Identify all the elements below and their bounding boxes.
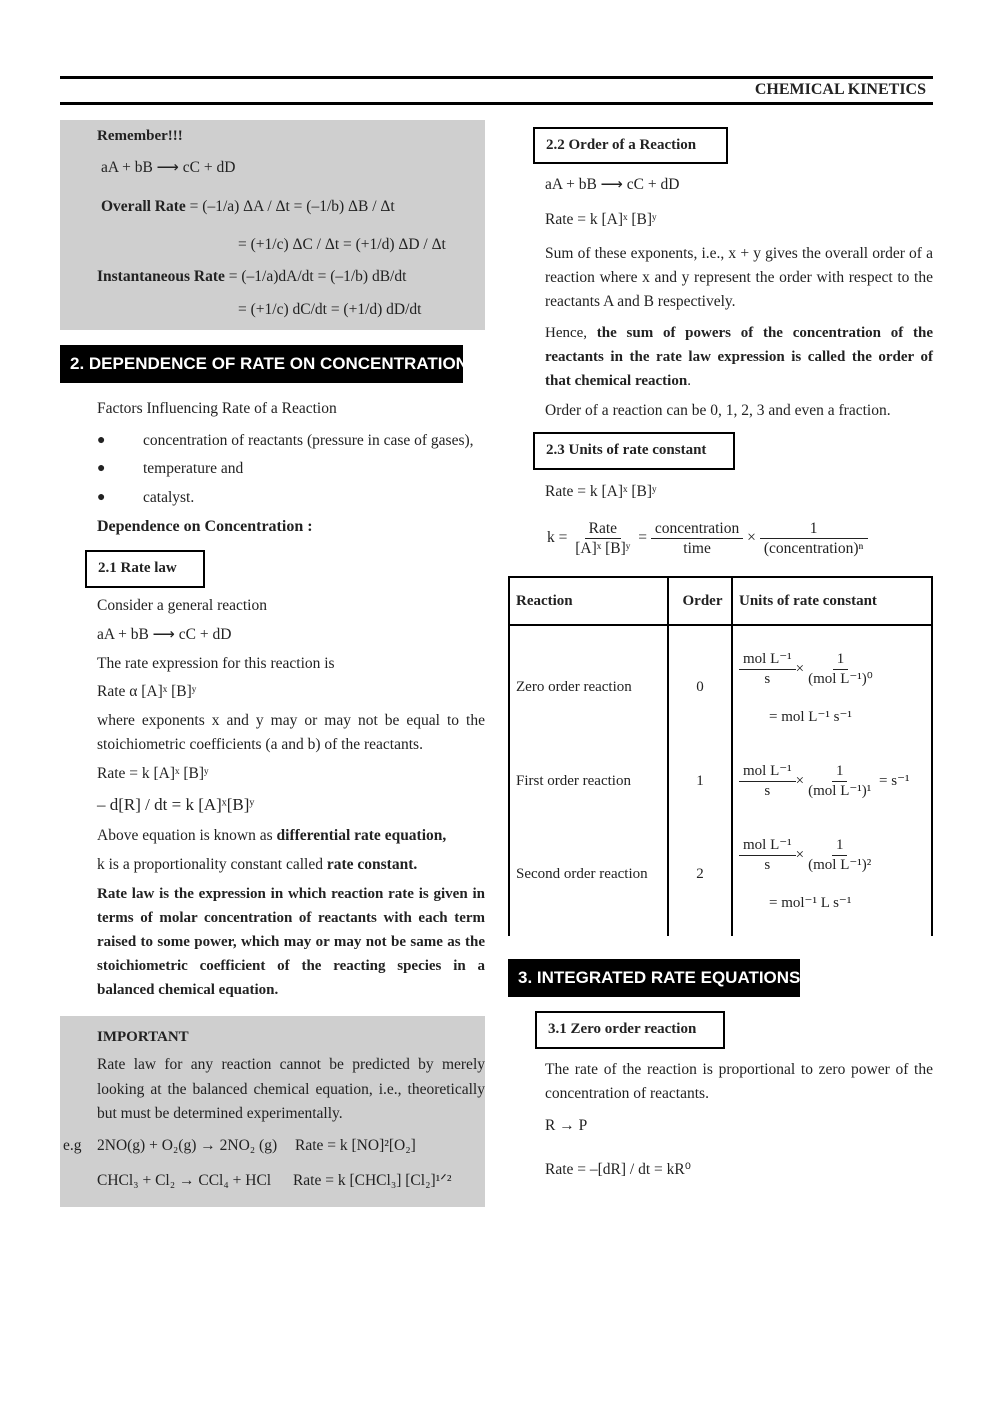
- zero-order-text: The rate of the reaction is proportional to zero power of the concentration of reactants.: [545, 1061, 933, 1102]
- numerator: mol L⁻¹: [739, 762, 796, 782]
- bullet-icon: ●: [97, 490, 106, 505]
- general-equation: aA + bB ⟶ cC + dD: [97, 626, 232, 643]
- units-rate-law: Rate = k [A]ˣ [B]ʸ: [545, 483, 657, 500]
- denominator: s: [764, 857, 771, 874]
- bullet-icon: ●: [97, 461, 106, 476]
- bullet-item: catalyst.: [143, 489, 195, 506]
- example-2-row: [97, 1171, 485, 1191]
- table-row: [509, 625, 932, 750]
- units-result: = mol L⁻¹ s⁻¹: [769, 708, 852, 725]
- order-definition: [545, 321, 933, 393]
- reaction-cell: Second order reaction: [509, 813, 668, 936]
- above-text-bold: differential rate equation,: [276, 827, 447, 844]
- section-2-banner: 2. DEPENDENCE OF RATE ON CONCENTRATION: [60, 345, 463, 383]
- bullet-icon: ●: [97, 433, 106, 448]
- rate-law-equation: Rate = k [A]ˣ [B]ʸ: [97, 765, 209, 782]
- instantaneous-rate-expr: = (–1/a)dA/dt = (–1/b) dB/dt: [224, 268, 407, 285]
- order-equation: aA + bB ⟶ cC + dD: [545, 176, 680, 193]
- instantaneous-rate-label: Instantaneous Rate: [97, 268, 225, 285]
- denominator: (concentration)ⁿ: [763, 540, 864, 557]
- section-2-2-title: 2.2 Order of a Reaction: [533, 127, 728, 164]
- numerator: mol L⁻¹: [739, 650, 796, 670]
- rate-constant-plain: k is a proportionality constant called: [97, 856, 327, 873]
- section-2-3-title: 2.3 Units of rate constant: [533, 432, 735, 470]
- important-text: Rate law for any reaction cannot be predicted by merely looking at the balanced chemical equation, i.e., theoretically but must be determined experimentally.: [97, 1056, 485, 1122]
- rate-expression-text: The rate expression for this reaction is: [97, 655, 335, 672]
- exponents-text: where exponents x and y may or may not be equal to the stoichiometric coefficients (a and b) of the reactants.: [97, 712, 485, 753]
- header-order: Order: [668, 577, 732, 625]
- consider-text: Consider a general reaction: [97, 597, 267, 614]
- hence-bold: the sum of powers of the concentration of the reactants in the rate law expression is called the order of that chemical reaction: [545, 325, 933, 389]
- overall-rate-expr-2: = (+1/c) ΔC / Δt = (+1/d) ΔD / Δt: [238, 236, 446, 253]
- header-rule-top: [60, 76, 933, 79]
- bullet-item: temperature and: [143, 460, 244, 477]
- rate-law-definition: Rate law is the expression in which reaction rate is given in terms of molar concentration of reactants with each term raised to some power, which may or may not be same as the stoichiometric coefficient of the reacting species in a balanced chemical equation.: [97, 886, 485, 998]
- units-cell: $\frac{\text{mol L⁻¹}}{s}$ × $\frac{1}{\text{(mol L⁻¹)⁰}}$ = mol L⁻¹ s⁻¹: [732, 625, 932, 750]
- section-3-1-title: 3.1 Zero order reaction: [535, 1011, 725, 1049]
- bullet-item: concentration of reactants (pressure in case of gases),: [143, 432, 474, 449]
- numerator: mol L⁻¹: [739, 836, 796, 856]
- denominator: (mol L⁻¹)⁰: [808, 670, 873, 687]
- order-rate-law: Rate = k [A]ˣ [B]ʸ: [545, 211, 657, 228]
- units-cell: $\frac{\text{mol L⁻¹}}{s}$ × $\frac{1}{\text{(mol L⁻¹)²}}$ = mol⁻¹ L s⁻¹: [732, 813, 932, 936]
- header-units: Units of rate constant: [732, 577, 932, 625]
- remember-equation: aA + bB ⟶ cC + dD: [101, 159, 236, 176]
- numerator: 1: [832, 836, 848, 856]
- units-cell: $\frac{\text{mol L⁻¹}}{s}$ × $\frac{1}{\text{(mol L⁻¹)¹}}$ = s⁻¹: [732, 750, 932, 813]
- reaction-cell: First order reaction: [509, 750, 668, 813]
- bullet-row: [97, 488, 485, 508]
- instantaneous-rate-expr-2: = (+1/c) dC/dt = (+1/d) dD/dt: [238, 301, 422, 318]
- remember-title: Remember!!!: [97, 128, 183, 144]
- sum-exponents-text: Sum of these exponents, i.e., x + y gives the overall order of a reaction where x and y represent the order with respect to the reactants A and B respectively.: [545, 245, 933, 310]
- dependence-heading: Dependence on Concentration :: [97, 518, 313, 535]
- fraction-rate: [571, 519, 634, 558]
- denominator: (mol L⁻¹)¹: [808, 782, 872, 799]
- order-cell: 0: [668, 625, 732, 750]
- k-units-formula: [547, 519, 933, 558]
- section-2-1-title: 2.1 Rate law: [85, 550, 205, 588]
- above-text: [97, 826, 485, 846]
- hence-end: .: [687, 373, 691, 389]
- units-result: = s⁻¹: [879, 772, 910, 789]
- order-values-text: Order of a reaction can be 0, 1, 2, 3 and even a fraction.: [545, 402, 891, 419]
- example-2-rate: Rate = k [CHCl₃] [Cl₂]¹ᐟ²: [292, 1171, 452, 1189]
- example-2-equation: CHCl₃ + Cl₂ → CCl₄ + HCl: [97, 1171, 272, 1189]
- instantaneous-rate: [97, 267, 485, 287]
- hence-plain: Hence,: [545, 325, 597, 341]
- important-title: IMPORTANT: [97, 1029, 189, 1045]
- denominator: [A]ˣ [B]ʸ: [575, 540, 631, 557]
- example-label: e.g: [63, 1136, 82, 1154]
- bullet-row: [97, 431, 485, 451]
- times-sign: ×: [747, 529, 756, 547]
- numerator: 1: [760, 519, 868, 539]
- fraction: [804, 762, 875, 801]
- header-reaction: Reaction: [509, 577, 668, 625]
- fraction-conc-n: [760, 519, 868, 558]
- k-equals: k =: [547, 529, 568, 547]
- above-text-plain: Above equation is known as: [97, 827, 277, 844]
- fraction-conc-time: [651, 519, 743, 558]
- fraction: [739, 836, 796, 875]
- header-rule-bottom: [60, 102, 933, 105]
- denominator: (mol L⁻¹)²: [808, 857, 872, 874]
- overall-rate-label: Overall Rate: [101, 198, 186, 215]
- left-column: [60, 120, 485, 1207]
- table-row: [509, 813, 932, 936]
- denominator: s: [764, 670, 771, 687]
- remember-box: [60, 120, 485, 330]
- units-result: = mol⁻¹ L s⁻¹: [769, 895, 852, 912]
- fraction: [804, 650, 877, 689]
- numerator: concentration: [651, 519, 743, 539]
- equals-sign: =: [638, 529, 648, 547]
- reaction-cell: Zero order reaction: [509, 625, 668, 750]
- header-title: CHEMICAL KINETICS: [754, 81, 926, 98]
- numerator: Rate: [585, 519, 621, 539]
- units-table: [508, 576, 933, 936]
- rate-proportional: Rate α [A]ˣ [B]ʸ: [97, 683, 197, 700]
- zero-order-rate: Rate = –[dR] / dt = kR⁰: [545, 1161, 691, 1178]
- fraction: [739, 650, 796, 689]
- overall-rate: [101, 197, 485, 217]
- example-1-rate: Rate = k [NO]²[O₂]: [295, 1136, 416, 1154]
- table-header-row: [509, 577, 932, 625]
- rate-constant-bold: rate constant.: [326, 856, 418, 873]
- fraction: [804, 836, 875, 875]
- overall-rate-expr: = (–1/a) ΔA / Δt = (–1/b) ΔB / Δt: [185, 198, 395, 215]
- numerator: 1: [833, 650, 849, 670]
- factors-title: Factors Influencing Rate of a Reaction: [97, 400, 337, 417]
- section-3-banner: 3. INTEGRATED RATE EQUATIONS: [508, 959, 800, 997]
- table-row: [509, 750, 932, 813]
- right-column: [508, 120, 933, 1180]
- zero-order-equation: R → P: [545, 1117, 588, 1134]
- differential-rate-equation: – d[R] / dt = k [A]ˣ[B]ʸ: [97, 795, 255, 814]
- rate-constant-text: [97, 855, 485, 875]
- order-cell: 2: [668, 813, 732, 936]
- fraction: [739, 762, 796, 801]
- bullet-row: [97, 459, 485, 479]
- denominator: time: [683, 540, 711, 557]
- example-1-equation: 2NO(g) + O₂(g) → 2NO₂ (g): [97, 1136, 278, 1154]
- example-1-row: [63, 1136, 485, 1156]
- numerator: 1: [832, 762, 848, 782]
- order-cell: 1: [668, 750, 732, 813]
- important-box: [60, 1016, 485, 1207]
- denominator: s: [764, 782, 771, 799]
